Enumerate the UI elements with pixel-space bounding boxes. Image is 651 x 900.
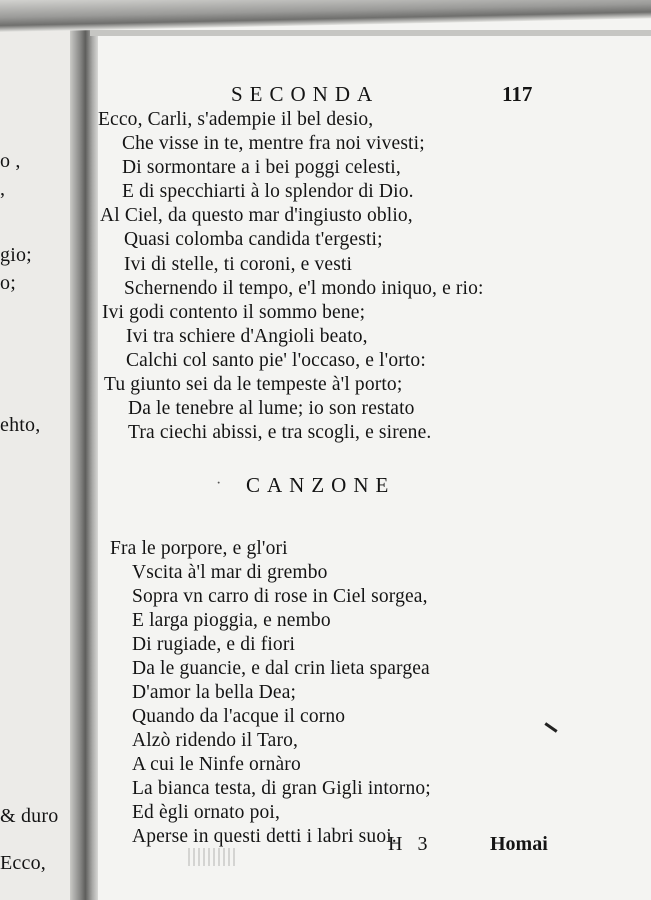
- verse-line: Ivi tra schiere d'Angioli beato,: [126, 326, 368, 347]
- verse-line: Di sormontare a i bei poggi celesti,: [122, 157, 401, 178]
- verse-line: Sopra vn carro di rose in Ciel sorgea,: [132, 586, 428, 607]
- verse-line: Che visse in te, mentre fra noi vivesti;: [122, 133, 425, 154]
- verse-line: Di rugiade, e di fiori: [132, 634, 296, 655]
- verse-line: Aperse in questi detti i labri suoi.: [132, 826, 397, 847]
- left-fragment: ehto,: [0, 414, 41, 436]
- left-fragment: o ,: [0, 150, 21, 172]
- left-fragment: ,: [0, 178, 6, 200]
- verse-line: Al Ciel, da questo mar d'ingiusto oblio,: [100, 205, 413, 226]
- verse-line: Calchi col santo pie' l'occaso, e l'orto:: [126, 350, 426, 371]
- verse-line: Ivi godi contento il sommo bene;: [102, 302, 366, 323]
- ornament-dot: ·: [216, 475, 222, 492]
- verse-line: Ecco, Carli, s'adempie il bel desio,: [98, 109, 374, 130]
- verse-line: Schernendo il tempo, e'l mondo iniquo, e rio:: [124, 278, 484, 299]
- verse-line: Da le guancie, e dal crin lieta spargea: [132, 658, 430, 679]
- ink-mark: [544, 722, 557, 732]
- verse-line: Tra ciechi abissi, e tra scogli, e sirene.: [128, 422, 432, 443]
- verse-line: E larga pioggia, e nembo: [132, 610, 331, 631]
- verse-line: Fra le porpore, e gl'ori: [110, 538, 288, 559]
- verse-line: Da le tenebre al lume; io son restato: [128, 398, 415, 419]
- verse-line: Quasi colomba candida t'ergesti;: [124, 229, 383, 250]
- left-fragment: Ecco,: [0, 852, 46, 874]
- signature-mark: H 3: [388, 833, 433, 855]
- verse-line: Vscita à'l mar di grembo: [132, 562, 328, 583]
- verse-line: Quando da l'acque il corno: [132, 706, 346, 727]
- page-top-edge: [0, 0, 651, 32]
- left-fragment: gio;: [0, 244, 32, 266]
- right-page: [98, 36, 651, 900]
- running-head: SECONDA: [231, 82, 380, 106]
- book-gutter: [70, 28, 98, 900]
- section-title: CANZONE: [246, 473, 396, 497]
- page-header: [98, 82, 651, 112]
- verse-line: Alzò ridendo il Taro,: [132, 730, 299, 751]
- verse-line: A cui le Ninfe ornàro: [132, 754, 301, 775]
- left-fragment: o;: [0, 272, 16, 294]
- verse-line: Ed ègli ornato poi,: [132, 802, 280, 823]
- catchword: Homai: [490, 833, 548, 855]
- verse-line: E di specchiarti à lo splendor di Dio.: [122, 181, 414, 202]
- left-fragment: & duro: [0, 805, 59, 827]
- ink-smudge: [188, 848, 238, 866]
- verse-line: La bianca testa, di gran Gigli intorno;: [132, 778, 431, 799]
- verse-line: D'amor la bella Dea;: [132, 682, 297, 703]
- verse-line: Ivi di stelle, ti coroni, e vesti: [124, 254, 353, 275]
- verse-line: Tu giunto sei da le tempeste à'l porto;: [104, 374, 403, 395]
- page-number: 117: [502, 82, 533, 106]
